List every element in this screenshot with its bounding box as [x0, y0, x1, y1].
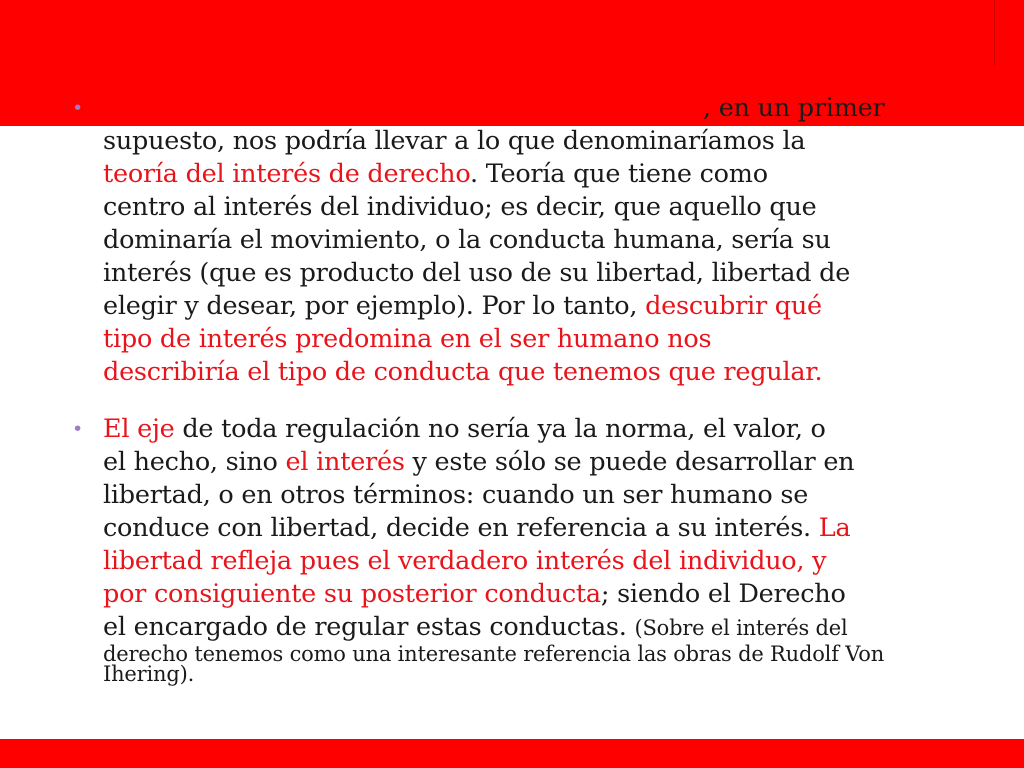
text-line [103, 611, 992, 644]
text-segment: conduce con libertad, decide en referencia a su interés. [103, 513, 819, 543]
bullet-dot-icon: • [72, 97, 83, 119]
text-line [103, 578, 992, 611]
text-line [103, 224, 992, 257]
text-segment: interés (que es producto del uso de su libertad, libertad de [103, 258, 851, 288]
highlighted-text: describiría el tipo de conducta que tenemos que regular. [103, 357, 823, 387]
highlighted-text: descubrir qué [645, 291, 822, 321]
highlighted-text: libertad refleja pues el verdadero interés del individuo, y [103, 546, 827, 576]
text-segment: libertad, o en otros términos: cuando un ser humano se [103, 480, 809, 510]
highlighted-text: el interés [285, 447, 405, 477]
slide-content [72, 92, 992, 684]
text-segment: el hecho, sino [103, 447, 286, 477]
text-line [103, 446, 992, 479]
text-segment: ; siendo el Derecho [600, 579, 846, 609]
text-line [103, 257, 992, 290]
text-segment: Ihering). [103, 662, 195, 686]
text-line [103, 92, 992, 125]
text-segment: de toda regulación no sería ya la norma, el valor, o [174, 414, 826, 444]
text-line [103, 323, 992, 356]
highlighted-text: tipo de interés predomina en el ser humano nos [103, 324, 712, 354]
text-line [103, 125, 992, 158]
bullet-2-text [103, 413, 992, 684]
text-segment: el encargado de regular estas conductas. [103, 612, 635, 642]
footer-bar [0, 739, 1024, 768]
header-divider [994, 0, 995, 66]
highlighted-text: El eje [103, 414, 175, 444]
text-segment: supuesto, nos podría llevar a lo que denominaríamos la [103, 126, 806, 156]
text-segment: centro al interés del individuo; es decir, que aquello que [103, 192, 817, 222]
highlighted-text: por consiguiente su posterior conducta [103, 579, 601, 609]
text-segment: (Sobre el interés del [634, 616, 848, 640]
text-segment: derecho tenemos como una interesante referencia las obras de Rudolf Von [103, 642, 885, 666]
text-line [103, 479, 992, 512]
bullet-dot-icon: • [72, 418, 83, 440]
text-line [103, 356, 992, 389]
text-segment: . Teoría que tiene como [469, 159, 768, 189]
text-line [103, 664, 992, 684]
highlighted-text: La [818, 513, 851, 543]
text-line [103, 512, 992, 545]
text-line [103, 158, 992, 191]
text-line [103, 290, 992, 323]
text-line [103, 545, 992, 578]
text-line [103, 413, 992, 446]
text-segment: , en un primer [703, 93, 885, 123]
text-line [103, 191, 992, 224]
bullet-2 [72, 413, 992, 684]
text-segment: y este sólo se puede desarrollar en [404, 447, 855, 477]
bullet-1 [72, 92, 992, 389]
text-segment: elegir y desear, por ejemplo). Por lo tanto, [103, 291, 646, 321]
bullet-1-text [103, 92, 992, 389]
highlighted-text: teoría del interés de derecho [103, 159, 470, 189]
text-segment: dominaría el movimiento, o la conducta humana, sería su [103, 225, 831, 255]
text-line [103, 644, 992, 664]
